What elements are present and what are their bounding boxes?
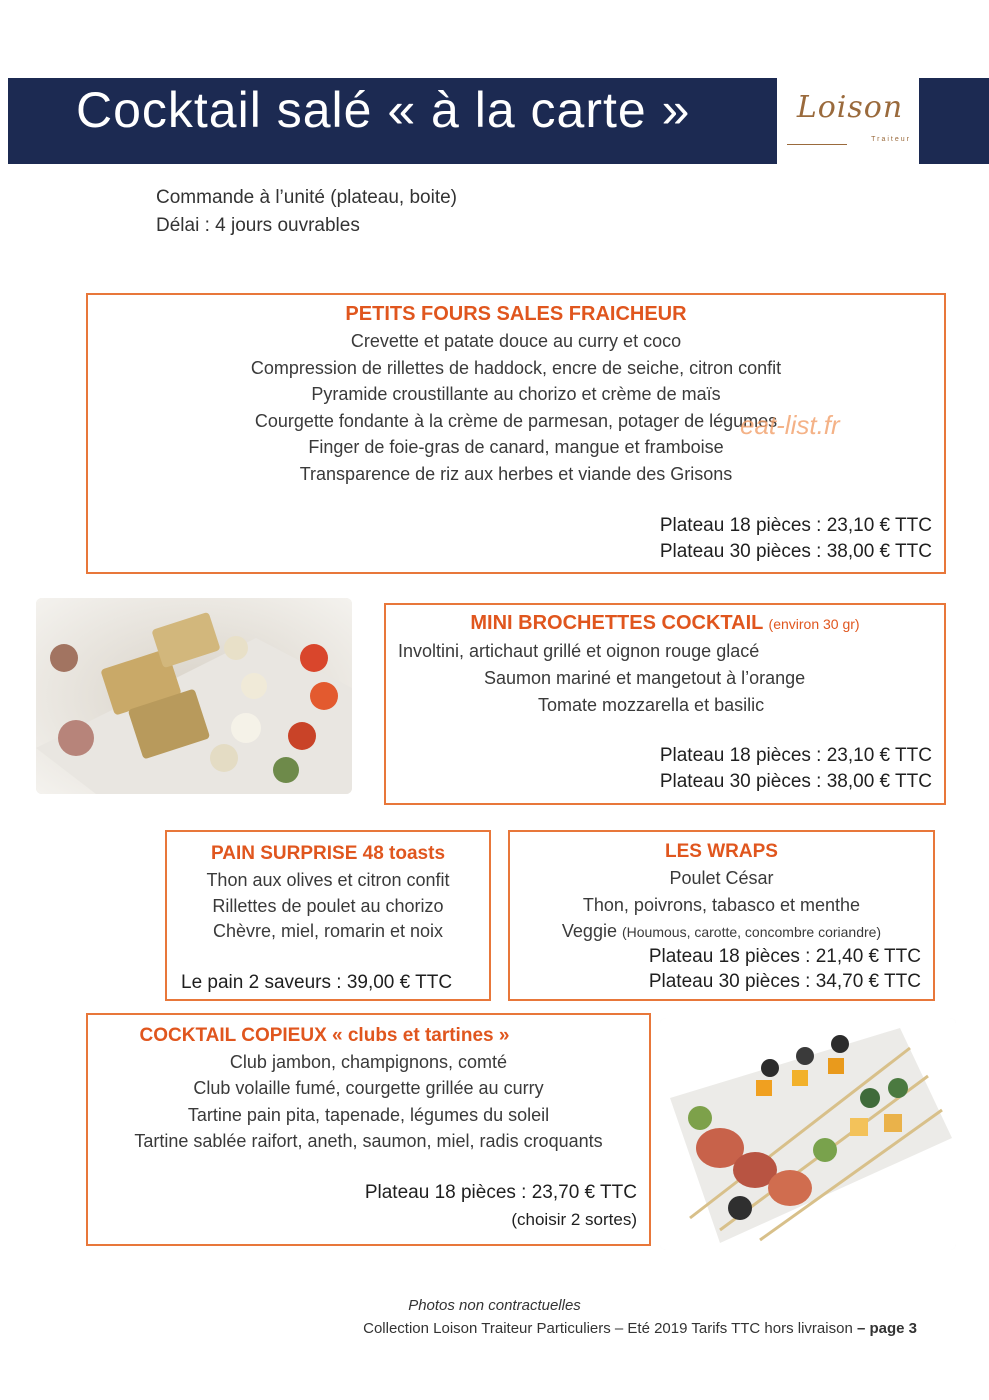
list-item: Thon, poivrons, tabasco et menthe	[582, 895, 861, 915]
page-title: Cocktail salé « à la carte »	[76, 82, 691, 138]
list-item: Thon aux olives et citron confit	[206, 870, 450, 890]
delay-info: Délai : 4 jours ouvrables	[156, 215, 360, 236]
price-30: Plateau 30 pièces : 38,00 € TTC	[659, 771, 932, 792]
petits-fours-photo	[36, 598, 352, 794]
wraps-title: LES WRAPS	[665, 841, 778, 862]
list-item: Club jambon, champignons, comté	[229, 1052, 508, 1072]
pain-price: Le pain 2 saveurs : 39,00 € TTC	[181, 972, 453, 993]
veggie-label: Veggie	[561, 921, 617, 941]
brochettes-illustration	[660, 1018, 956, 1250]
logo-rule	[787, 144, 847, 145]
pain-surprise-box	[165, 830, 491, 1001]
petits-fours-title: PETITS FOURS SALES FRAICHEUR	[345, 303, 687, 325]
logo-subtext: Traiteur	[871, 136, 911, 143]
list-item: Tomate mozzarella et basilic	[538, 695, 765, 715]
watermark: eat-list.fr	[740, 410, 840, 440]
list-item: Courgette fondante à la crème de parmesan, potager de légumes	[254, 411, 778, 431]
brochettes-title	[386, 612, 944, 635]
price-30: Plateau 30 pièces : 34,70 € TTC	[648, 971, 921, 992]
brand-logo	[785, 82, 915, 154]
footer-note: Photos non contractuelles	[408, 1297, 581, 1314]
price-18: Plateau 18 pièces : 23,10 € TTC	[659, 515, 932, 536]
list-item: Chèvre, miel, romarin et noix	[212, 921, 444, 941]
list-item: Poulet César	[669, 868, 774, 888]
list-item: Pyramide croustillante au chorizo et crème de maïs	[311, 384, 721, 404]
footer-line	[363, 1320, 917, 1337]
list-item: Tartine sablée raifort, aneth, saumon, miel, radis croquants	[134, 1131, 603, 1151]
list-item: Transparence de riz aux herbes et viande des Grisons	[299, 464, 733, 484]
brochettes-photo	[660, 1018, 956, 1250]
list-item: Compression de rillettes de haddock, encre de seiche, citron confit	[250, 358, 782, 378]
wraps-box	[508, 830, 935, 1001]
list-item: Saumon mariné et mangetout à l’orange	[484, 668, 806, 688]
intro-text	[156, 184, 457, 240]
header-right-band	[919, 78, 989, 164]
logo-text: Loison	[796, 90, 904, 125]
copieux-box	[86, 1013, 651, 1246]
copieux-title: COCKTAIL COPIEUX « clubs et tartines »	[139, 1025, 510, 1046]
copieux-price-note: (choisir 2 sortes)	[511, 1210, 637, 1229]
veggie-detail: (Houmous, carotte, concombre coriandre)	[621, 924, 882, 940]
brochettes-box	[384, 603, 946, 805]
petits-fours-illustration	[36, 598, 352, 794]
veggie-item	[510, 921, 933, 942]
list-item: Club volaille fumé, courgette grillée au curry	[193, 1078, 544, 1098]
price-18: Plateau 18 pièces : 23,10 € TTC	[659, 745, 932, 766]
page-number: – page 3	[856, 1320, 917, 1337]
list-item: Crevette et patate douce au curry et coco	[350, 331, 682, 351]
footer-text: Collection Loison Traiteur Particuliers – Eté 2019 Tarifs TTC hors livraison	[363, 1320, 853, 1337]
pain-surprise-title: PAIN SURPRISE 48 toasts	[210, 843, 446, 864]
list-item: Involtini, artichaut grillé et oignon rouge glacé	[398, 641, 760, 661]
brochettes-title-suffix: (environ 30 gr)	[768, 616, 860, 632]
order-info: Commande à l’unité (plateau, boite)	[156, 187, 458, 208]
price-30: Plateau 30 pièces : 38,00 € TTC	[659, 541, 932, 562]
price-18: Plateau 18 pièces : 21,40 € TTC	[648, 946, 921, 967]
list-item: Tartine pain pita, tapenade, légumes du soleil	[187, 1105, 550, 1125]
copieux-price: Plateau 18 pièces : 23,70 € TTC	[364, 1182, 637, 1203]
list-item: Rillettes de poulet au chorizo	[212, 896, 444, 916]
list-item: Finger de foie-gras de canard, mangue et framboise	[308, 437, 724, 457]
brochettes-title-text: MINI BROCHETTES COCKTAIL	[470, 612, 763, 634]
